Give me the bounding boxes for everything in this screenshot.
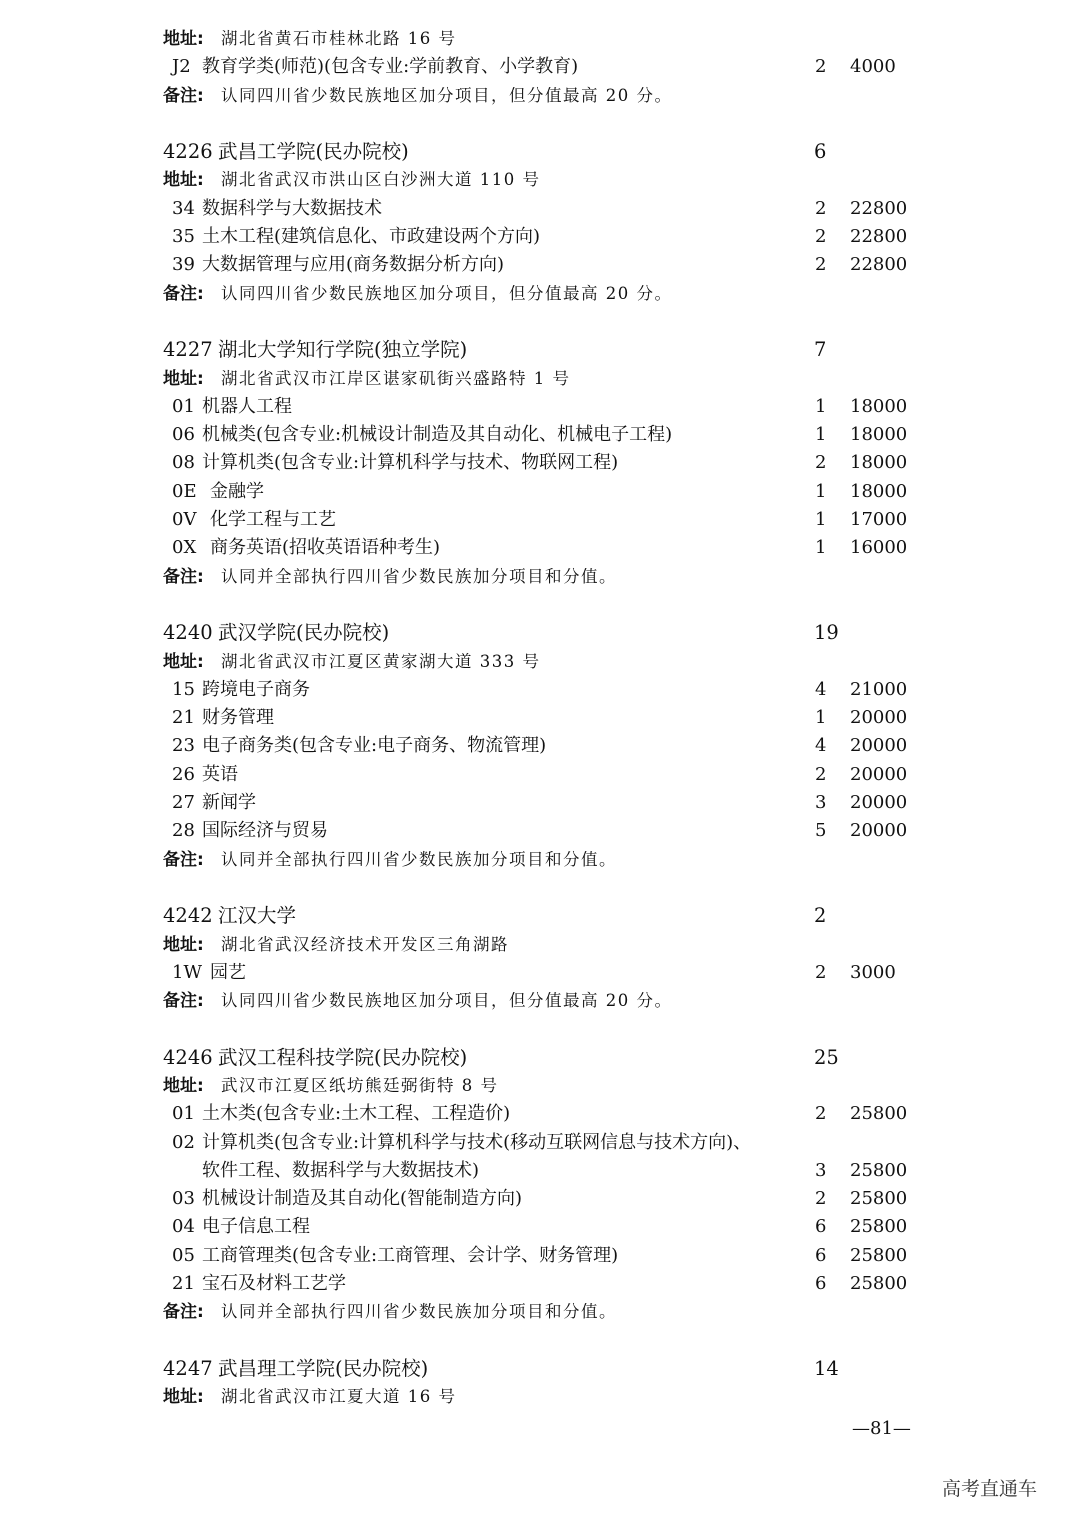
major-name: 大数据管理与应用(商务数据分析方向) (202, 254, 505, 276)
major-fee: 18000 (850, 452, 908, 474)
note-value: 认同四川省少数民族地区加分项目，但分值最高 20 分。 (221, 85, 673, 105)
major-name: 土木类(包含专业:土木工程、工程造价) (202, 1103, 511, 1125)
school-name: 武汉学院(民办院校) (218, 621, 390, 645)
address-value: 湖北省武汉市江夏大道 16 号 (221, 1387, 457, 1407)
school-quota: 25 (814, 1045, 839, 1069)
school-address (0, 648, 1080, 676)
school-quota: 14 (814, 1356, 839, 1380)
major-fee: 3000 (850, 961, 896, 983)
school-header (0, 619, 1080, 647)
note-value: 认同并全部执行四川省少数民族加分项目和分值。 (221, 849, 617, 869)
major-code: 23 (172, 735, 195, 757)
major-quota: 1 (815, 707, 827, 729)
school-address (0, 365, 1080, 393)
major-row (0, 478, 1080, 506)
page-number: —81— (852, 1418, 911, 1439)
major-quota: 1 (815, 509, 827, 531)
major-quota: 6 (815, 1273, 827, 1295)
school-name: 武昌理工学院(民办院校) (218, 1356, 429, 1380)
major-name: 数据科学与大数据技术 (202, 197, 382, 219)
address-value: 武汉市江夏区纸坊熊廷弼街特 8 号 (221, 1075, 499, 1095)
note-label: 备注: (163, 283, 204, 304)
major-quota: 2 (815, 763, 827, 785)
major-fee: 25800 (850, 1216, 908, 1238)
major-name: 机器人工程 (202, 395, 292, 417)
watermark: 高考直通车 (942, 1478, 1038, 1500)
major-code: 39 (172, 254, 195, 276)
major-quota: 2 (815, 1188, 827, 1210)
major-name: 新闻学 (202, 792, 256, 814)
school-note (0, 987, 1080, 1015)
address-value: 湖北省黄石市桂林北路 16 号 (221, 29, 457, 48)
section-gap (0, 110, 1080, 138)
major-quota: 1 (815, 480, 827, 502)
major-fee: 20000 (850, 763, 908, 785)
major-row (0, 704, 1080, 732)
address-label: 地址: (163, 1387, 204, 1408)
major-fee: 18000 (850, 480, 908, 502)
major-quota: 2 (815, 452, 827, 474)
school-code: 4247 (163, 1356, 213, 1380)
section-gap (0, 874, 1080, 902)
major-name: 电子商务类(包含专业:电子商务、物流管理) (202, 735, 547, 757)
major-name: 化学工程与工艺 (210, 509, 336, 531)
major-name: 机械类(包含专业:机械设计制造及其自动化、机械电子工程) (202, 424, 673, 446)
school-name: 武汉工程科技学院(民办院校) (218, 1045, 468, 1069)
major-code: 02 (172, 1131, 195, 1153)
major-row (0, 195, 1080, 223)
major-code: 21 (172, 707, 195, 729)
major-quota: 1 (815, 395, 827, 417)
note-value: 认同四川省少数民族地区加分项目，但分值最高 20 分。 (221, 991, 673, 1011)
major-code: 35 (172, 226, 195, 248)
major-code: 06 (172, 424, 195, 446)
note-label: 备注: (163, 1302, 204, 1323)
major-name: 计算机类(包含专业:计算机科学与技术(移动互联网信息与技术方向)、 (202, 1131, 752, 1153)
school-note (0, 563, 1080, 591)
school-address (0, 25, 1080, 53)
address-label: 地址: (163, 368, 204, 389)
school-note (0, 82, 1080, 110)
major-code: 27 (172, 792, 195, 814)
school-name: 武昌工学院(民办院校) (218, 140, 409, 164)
school-header (0, 1355, 1080, 1383)
major-fee: 20000 (850, 792, 908, 814)
major-fee: 18000 (850, 424, 908, 446)
school-quota: 2 (814, 904, 827, 928)
address-label: 地址: (163, 170, 204, 191)
major-quota: 1 (815, 537, 827, 559)
major-name: 跨境电子商务 (202, 678, 310, 700)
major-fee: 20000 (850, 707, 908, 729)
section-gap (0, 591, 1080, 619)
note-value: 认同并全部执行四川省少数民族加分项目和分值。 (221, 1302, 617, 1322)
major-name: 宝石及材料工艺学 (202, 1273, 346, 1295)
major-quota: 6 (815, 1244, 827, 1266)
major-name: 工商管理类(包含专业:工商管理、会计学、财务管理) (202, 1244, 619, 1266)
major-fee: 21000 (850, 678, 908, 700)
school-header (0, 902, 1080, 930)
major-fee: 25800 (850, 1103, 908, 1125)
major-code: J2 (172, 56, 191, 78)
major-row (0, 449, 1080, 477)
school-name: 湖北大学知行学院(独立学院) (218, 338, 468, 362)
note-label: 备注: (163, 85, 204, 106)
major-fee: 20000 (850, 820, 908, 842)
major-quota: 1 (815, 424, 827, 446)
school-code: 4240 (163, 621, 213, 645)
address-value: 湖北省武汉经济技术开发区三角湖路 (221, 934, 509, 954)
major-row (0, 1242, 1080, 1270)
major-name: 财务管理 (202, 707, 274, 729)
major-quota: 4 (815, 678, 827, 700)
note-label: 备注: (163, 849, 204, 870)
major-code: 0E (172, 480, 197, 502)
major-row (0, 421, 1080, 449)
school-code: 4242 (163, 904, 213, 928)
note-label: 备注: (163, 991, 204, 1012)
major-name: 商务英语(招收英语语种考生) (210, 537, 441, 559)
major-code: 05 (172, 1244, 195, 1266)
major-row (0, 1213, 1080, 1241)
major-fee: 18000 (850, 395, 908, 417)
major-code: 01 (172, 1103, 195, 1125)
school-address (0, 1383, 1080, 1411)
major-fee: 20000 (850, 735, 908, 757)
major-quota: 4 (815, 735, 827, 757)
address-label: 地址: (163, 651, 204, 672)
major-row (0, 506, 1080, 534)
address-label: 地址: (163, 1075, 204, 1096)
major-name: 金融学 (210, 480, 264, 502)
major-name: 计算机类(包含专业:计算机科学与技术、物联网工程) (202, 452, 619, 474)
major-name: 机械设计制造及其自动化(智能制造方向) (202, 1188, 523, 1210)
major-quota: 5 (815, 820, 827, 842)
address-value: 湖北省武汉市江夏区黄家湖大道 333 号 (221, 651, 541, 671)
major-code: 04 (172, 1216, 195, 1238)
school-name: 江汉大学 (218, 904, 297, 928)
major-name: 国际经济与贸易 (202, 820, 328, 842)
major-row (0, 1185, 1080, 1213)
major-name: 软件工程、数据科学与大数据技术) (202, 1159, 480, 1181)
major-fee: 17000 (850, 509, 908, 531)
major-code: 21 (172, 1273, 195, 1295)
major-fee: 4000 (850, 56, 896, 78)
major-quota: 3 (815, 1159, 827, 1181)
major-code: 03 (172, 1188, 195, 1210)
major-fee: 25800 (850, 1244, 908, 1266)
major-quota: 2 (815, 254, 827, 276)
major-row (0, 1270, 1080, 1298)
school-quota: 19 (814, 621, 839, 645)
document-body (0, 25, 1080, 1412)
note-label: 备注: (163, 566, 204, 587)
major-row (0, 732, 1080, 760)
note-value: 认同并全部执行四川省少数民族加分项目和分值。 (221, 566, 617, 586)
address-label: 地址: (163, 29, 204, 49)
major-fee: 22800 (850, 226, 908, 248)
major-fee: 25800 (850, 1273, 908, 1295)
section-gap (0, 1015, 1080, 1043)
major-row (0, 53, 1080, 81)
major-row (0, 959, 1080, 987)
major-quota: 2 (815, 197, 827, 219)
major-fee: 25800 (850, 1159, 908, 1181)
school-header (0, 1044, 1080, 1072)
school-quota: 6 (814, 140, 827, 164)
address-label: 地址: (163, 934, 204, 955)
major-code: 28 (172, 820, 195, 842)
major-row (0, 1100, 1080, 1128)
school-address (0, 1072, 1080, 1100)
school-note (0, 1298, 1080, 1326)
school-header (0, 138, 1080, 166)
major-fee: 22800 (850, 254, 908, 276)
major-row (0, 676, 1080, 704)
school-code: 4246 (163, 1045, 213, 1069)
major-row (0, 534, 1080, 562)
major-name: 园艺 (210, 961, 246, 983)
major-fee: 16000 (850, 537, 908, 559)
major-row (0, 817, 1080, 845)
major-quota: 6 (815, 1216, 827, 1238)
major-name: 土木工程(建筑信息化、市政建设两个方向) (202, 226, 541, 248)
school-note (0, 846, 1080, 874)
major-row (0, 789, 1080, 817)
section-gap (0, 308, 1080, 336)
major-quota: 3 (815, 792, 827, 814)
school-address (0, 931, 1080, 959)
major-row (0, 223, 1080, 251)
major-quota: 2 (815, 56, 827, 78)
major-row-continued (0, 1157, 1080, 1185)
major-code: 0V (172, 509, 197, 531)
major-code: 15 (172, 678, 195, 700)
school-code: 4226 (163, 140, 213, 164)
major-code: 1W (172, 961, 202, 983)
major-code: 01 (172, 395, 195, 417)
major-name: 英语 (202, 763, 238, 785)
school-note (0, 280, 1080, 308)
school-quota: 7 (814, 338, 827, 362)
school-address (0, 166, 1080, 194)
note-value: 认同四川省少数民族地区加分项目，但分值最高 20 分。 (221, 283, 673, 303)
major-code: 34 (172, 197, 195, 219)
address-value: 湖北省武汉市洪山区白沙洲大道 110 号 (221, 170, 541, 190)
major-name: 电子信息工程 (202, 1216, 310, 1238)
major-quota: 2 (815, 1103, 827, 1125)
school-header (0, 336, 1080, 364)
section-gap (0, 1327, 1080, 1355)
major-code: 26 (172, 763, 195, 785)
major-fee: 25800 (850, 1188, 908, 1210)
major-quota: 2 (815, 226, 827, 248)
major-quota: 2 (815, 961, 827, 983)
major-row (0, 251, 1080, 279)
major-row (0, 1129, 1080, 1157)
major-row (0, 393, 1080, 421)
major-code: 0X (172, 537, 197, 559)
major-fee: 22800 (850, 197, 908, 219)
major-code: 08 (172, 452, 195, 474)
major-name: 教育学类(师范)(包含专业:学前教育、小学教育) (202, 56, 579, 78)
address-value: 湖北省武汉市江岸区谌家矶街兴盛路特 1 号 (221, 368, 571, 388)
major-row (0, 761, 1080, 789)
school-code: 4227 (163, 338, 213, 362)
